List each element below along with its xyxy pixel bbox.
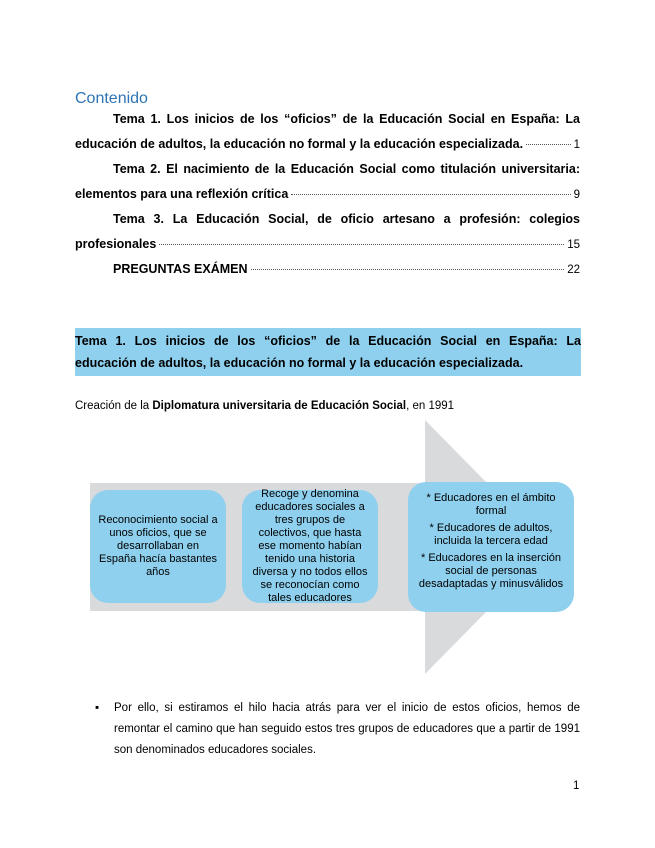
caption-suffix: , en 1991 [406, 400, 455, 412]
diagram-box-2 [242, 490, 378, 603]
toc-entry-tema-2[interactable] [75, 157, 580, 208]
diagram-box-1-text: Reconocimiento social a unos oficios, que se desarrollaban en España hacía bastantes años [98, 514, 218, 578]
toc-entry-preguntas[interactable] [113, 262, 580, 276]
toc-page-number: 9 [573, 189, 580, 201]
section-heading [75, 328, 581, 376]
caption-bold: Diplomatura universitaria de Educación Social [152, 400, 407, 412]
toc-entry-line2: profesionales [75, 237, 157, 251]
toc-entry-line2: educación de adultos, la educación no formal y la educación especializada. [75, 137, 524, 151]
diagram-box-1 [90, 490, 226, 603]
toc-entry-line1: Tema 1. Los inicios de los “oficios” de la Educación Social en España: La [113, 112, 580, 126]
diagram-box-3-item-1: * Educadores en el ámbito formal [426, 492, 556, 517]
bullet-icon: ▪ [95, 702, 100, 714]
diagram-box-3-item-3: * Educadores en la inserción social de personas desadaptadas y minusválidos [418, 552, 564, 590]
diagram-box-3 [408, 482, 574, 612]
toc-entry-tema-3[interactable] [75, 207, 580, 258]
toc-entry-tema-1[interactable] [75, 107, 580, 158]
toc-page-number: 22 [567, 264, 580, 276]
body-bullet-paragraph [95, 698, 580, 761]
toc-leader-dots [526, 144, 571, 145]
toc-leader-dots [159, 244, 564, 245]
toc-entry-line1: Tema 3. La Educación Social, de oficio artesano a profesión: colegios [113, 212, 580, 226]
toc-page-number: 15 [567, 239, 580, 251]
section-heading-line2: educación de adultos, la educación no formal y la educación especializada. [75, 356, 524, 370]
toc-leader-dots [251, 269, 565, 270]
body-paragraph-text: Por ello, si estiramos el hilo hacia atrás para ver el inicio de estos oficios, hemos de remontar el camino que han seguido estos tres grupos de educadores que a partir de 1991 son denominados educadores sociales. [114, 702, 580, 756]
diagram-box-2-text: Recoge y denomina educadores sociales a tres grupos de colectivos, que hasta ese momento habían tenido una historia diversa y no todos ellos se reconocían como tales educadores [252, 488, 368, 604]
toc-entry-label: PREGUNTAS EXÁMEN [113, 262, 248, 276]
caption-prefix: Creación de la [75, 400, 153, 412]
toc-entry-line1: Tema 2. El nacimiento de la Educación Social como titulación universitaria: [113, 162, 580, 176]
toc-title: Contenido [75, 90, 148, 107]
toc-entry-line2: elementos para una reflexión crítica [75, 187, 289, 201]
diagram-caption [75, 400, 454, 412]
process-diagram [90, 420, 610, 675]
diagram-box-3-item-2: * Educadores de adultos, incluida la tercera edad [429, 522, 553, 547]
toc-page-number: 1 [573, 139, 580, 151]
toc-leader-dots [291, 194, 570, 195]
section-heading-line1: Tema 1. Los inicios de los “oficios” de la Educación Social en España: La [75, 334, 581, 348]
page-number: 1 [573, 780, 580, 792]
